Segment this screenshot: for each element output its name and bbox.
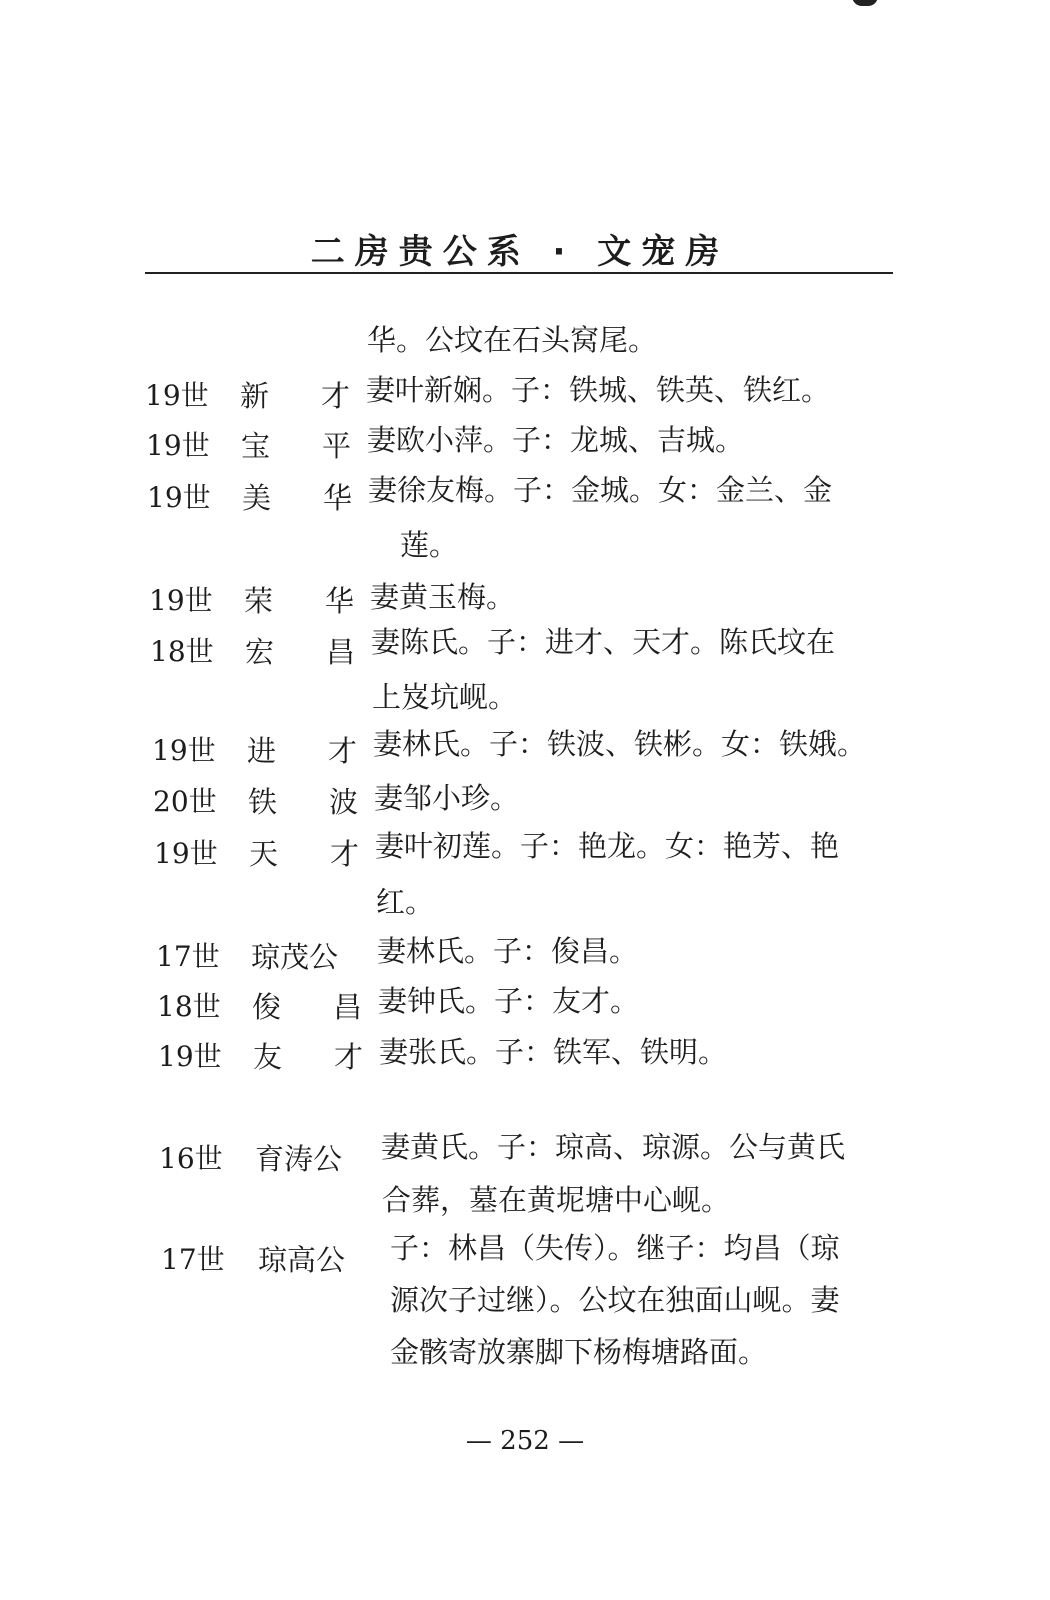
entry-text: 妻林氏。子：铁波、铁彬。女：铁娥。 <box>373 727 867 761</box>
generation-label: 19世 <box>154 837 218 870</box>
person-name: 宝平 <box>241 429 351 463</box>
entry-text: 妻邹小珍。 <box>374 781 520 815</box>
person-name: 荣华 <box>244 584 354 618</box>
generation-label: 16世 <box>159 1142 223 1175</box>
entry-text: 源次子过继）。公坟在独面山岘。妻 <box>390 1283 840 1317</box>
entry-text: 合葬，墓在黄坭塘中心岘。 <box>382 1183 731 1217</box>
person-name: 友才 <box>253 1040 363 1074</box>
generation-label: 19世 <box>147 481 211 514</box>
entry-text: 金骸寄放寨脚下杨梅塘路面。 <box>390 1335 768 1369</box>
person-name: 俊昌 <box>252 990 362 1024</box>
entry-text: 妻钟氏。子：友才。 <box>378 984 640 1018</box>
entry-text: 莲。 <box>400 528 459 562</box>
generation-label: 20世 <box>153 785 217 818</box>
generation-label: 19世 <box>149 584 213 617</box>
entry-text: 妻黄氏。子：琼高、琼源。公与黄氏 <box>381 1130 846 1164</box>
scan-mark <box>852 0 878 6</box>
person-name: 琼茂公 <box>251 940 339 974</box>
entry-text: 妻陈氏。子：进才、天才。陈氏坟在 <box>371 625 836 659</box>
entry-text: 上岌坑岘。 <box>372 680 518 714</box>
generation-label: 19世 <box>158 1040 222 1073</box>
person-name: 新才 <box>240 379 350 413</box>
generation-label: 18世 <box>150 635 214 668</box>
entry-text: 子：林昌（失传）。继子：均昌（琼 <box>390 1231 840 1265</box>
entry-text: 红。 <box>376 885 435 919</box>
generation-label: 19世 <box>145 379 209 412</box>
entry-text: 妻黄玉梅。 <box>370 580 516 614</box>
entry-text: 妻张氏。子：铁军、铁明。 <box>379 1035 728 1069</box>
entry-text: 妻林氏。子：俊昌。 <box>377 934 639 968</box>
header-rule <box>145 272 893 274</box>
generation-label: 19世 <box>146 429 210 462</box>
entry-text: 妻叶新娴。子：铁城、铁英、铁红。 <box>366 373 831 407</box>
person-name: 琼高公 <box>258 1243 346 1277</box>
entry-text: 妻欧小萍。子：龙城、吉城。 <box>367 423 745 457</box>
person-name: 进才 <box>247 734 357 768</box>
entry-text: 妻徐友梅。子：金城。女：金兰、金 <box>368 473 833 507</box>
person-name: 育涛公 <box>255 1142 343 1176</box>
entry-text: 华。公坟在石头窝尾。 <box>367 323 658 357</box>
generation-label: 17世 <box>156 940 220 973</box>
page-number: — 252 — <box>465 1426 585 1456</box>
person-name: 铁波 <box>248 785 358 819</box>
person-name: 宏昌 <box>245 635 355 669</box>
entry-text: 妻叶初莲。子：艳龙。女：艳芳、艳 <box>375 829 840 863</box>
generation-label: 18世 <box>157 990 221 1023</box>
generation-label: 19世 <box>152 734 216 767</box>
generation-label: 17世 <box>161 1243 225 1276</box>
person-name: 美华 <box>242 481 352 515</box>
running-header: 二房贵公系 · 文宠房 <box>310 232 730 272</box>
person-name: 天才 <box>249 837 359 871</box>
